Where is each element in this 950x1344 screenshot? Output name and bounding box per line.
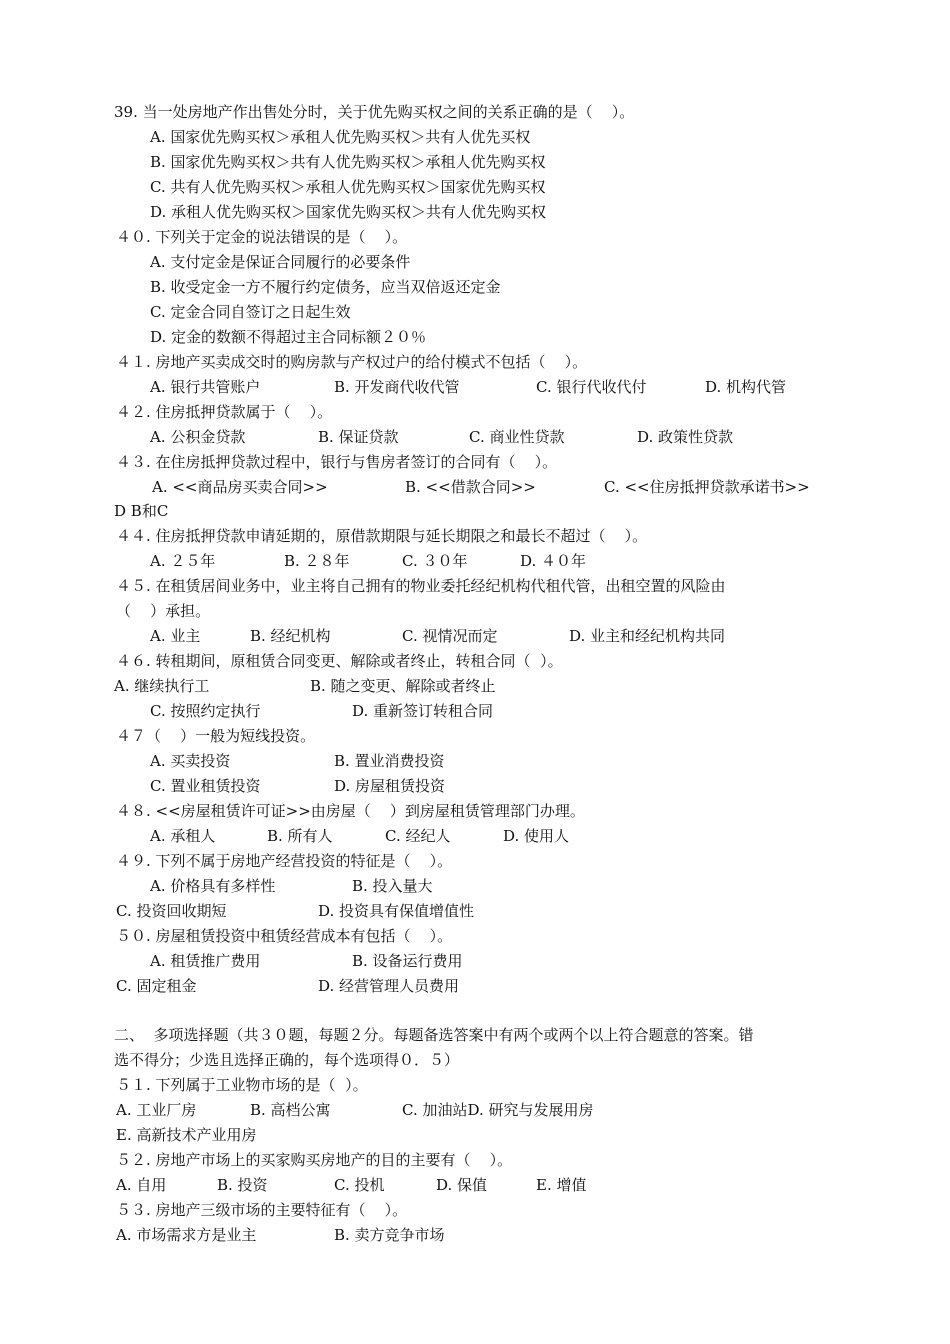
question-49-option-c: C. 投资回收期短 — [116, 902, 227, 920]
question-40-option-a: A. 支付定金是保证合同履行的必要条件 — [150, 253, 411, 271]
question-43-option-c: C. <<住房抵押贷款承诺书>> — [604, 478, 810, 496]
question-40-option-c: C. 定金合同自签订之日起生效 — [150, 303, 351, 321]
question-45-option-c: C. 视情况而定 — [402, 627, 498, 645]
question-41-stem: ４１. 房地产买卖成交时的购房款与产权过户的给付模式不包括（ ）。 — [116, 353, 588, 371]
question-41-option-c: C. 银行代收代付 — [536, 378, 647, 396]
question-47-option-a: A. 买卖投资 — [150, 752, 231, 770]
question-50-stem: ５０. 房屋租赁投资中租赁经营成本有包括（ ）。 — [116, 927, 453, 945]
question-51-option-e: E. 高新技术产业用房 — [116, 1126, 257, 1144]
question-50-option-a: A. 租赁推广费用 — [150, 952, 261, 970]
question-48-option-a: A. 承租人 — [150, 827, 216, 845]
question-43-option-a: A. <<商品房买卖合同>> — [152, 478, 328, 496]
question-53-stem: ５３. 房地产三级市场的主要特征有（ ）。 — [116, 1201, 408, 1219]
question-42-option-d: D. 政策性贷款 — [637, 428, 734, 446]
question-41-option-b: B. 开发商代收代管 — [334, 378, 460, 396]
question-43-stem: ４３. 在住房抵押贷款过程中，银行与售房者签订的合同有（ ）。 — [116, 453, 558, 471]
question-49-option-b: B. 投入量大 — [352, 877, 433, 895]
question-52-option-d: D. 保值 — [436, 1176, 488, 1194]
question-49-stem: ４９. 下列不属于房地产经营投资的特征是（ ）。 — [116, 852, 453, 870]
question-50-option-c: C. 固定租金 — [116, 977, 197, 995]
question-44-option-d: D. ４０年 — [520, 552, 587, 570]
question-51-option-b: B. 高档公寓 — [250, 1101, 331, 1119]
question-46-option-b: B. 随之变更、解除或者终止 — [310, 677, 496, 695]
question-39-option-b: B. 国家优先购买权＞共有人优先购买权＞承租人优先购买权 — [150, 153, 546, 171]
question-44-stem: ４４. 住房抵押贷款申请延期的，原借款期限与延长期限之和最长不超过（ ）。 — [116, 527, 648, 545]
question-42-option-b: B. 保证贷款 — [318, 428, 399, 446]
question-53-option-a: A. 市场需求方是业主 — [116, 1226, 257, 1244]
question-52-option-b: B. 投资 — [217, 1176, 268, 1194]
question-48-option-c: C. 经纪人 — [385, 827, 451, 845]
question-45-option-b: B. 经纪机构 — [250, 627, 331, 645]
question-41-option-a: A. 银行共管账户 — [150, 378, 261, 396]
question-42-stem: ４２. 住房抵押贷款属于（ ）。 — [116, 403, 333, 421]
question-50-option-d: D. 经营管理人员费用 — [318, 977, 460, 995]
section-heading-line1: 二、 多项选择题（共３０题，每题２分。每题备选答案中有两个或两个以上符合题意的答案。错 — [114, 1026, 754, 1044]
question-46-option-c: C. 按照约定执行 — [150, 702, 261, 720]
question-48-stem: ４８. <<房屋租赁许可证>>由房屋（ ）到房屋租赁管理部门办理。 — [116, 802, 585, 820]
question-52-stem: ５２. 房地产市场上的买家购买房地产的目的主要有（ ）。 — [116, 1151, 513, 1169]
question-42-option-a: A. 公积金贷款 — [150, 428, 246, 446]
question-50-option-b: B. 设备运行费用 — [352, 952, 463, 970]
question-47-option-b: B. 置业消费投资 — [334, 752, 445, 770]
question-39-option-d: D. 承租人优先购买权＞国家优先购买权＞共有人优先购买权 — [150, 203, 547, 221]
question-52-option-c: C. 投机 — [334, 1176, 385, 1194]
question-42-option-c: C. 商业性贷款 — [469, 428, 565, 446]
question-45-stem-line1: ４５. 在租赁居间业务中，业主将自己拥有的物业委托经纪机构代租代管，出租空置的风险由 — [116, 577, 726, 595]
question-49-option-d: D. 投资具有保值增值性 — [318, 902, 475, 920]
question-45-option-d: D. 业主和经纪机构共同 — [569, 627, 726, 645]
question-44-option-b: B. ２８年 — [284, 552, 350, 570]
question-46-stem: ４６. 转租期间，原租赁合同变更、解除或者终止，转租合同（ ）。 — [116, 652, 563, 670]
question-45-option-a: A. 业主 — [150, 627, 201, 645]
question-46-option-a: A. 继续执行工 — [114, 677, 210, 695]
question-39-option-c: C. 共有人优先购买权＞承租人优先购买权＞国家优先购买权 — [150, 178, 546, 196]
question-53-option-b: B. 卖方竞争市场 — [334, 1226, 445, 1244]
question-44-option-c: C. ３０年 — [402, 552, 468, 570]
question-41-option-d: D. 机构代管 — [705, 378, 787, 396]
question-46-option-d: D. 重新签订转租合同 — [352, 702, 494, 720]
question-47-option-d: D. 房屋租赁投资 — [334, 777, 446, 795]
question-49-option-a: A. 价格具有多样性 — [150, 877, 276, 895]
question-47-option-c: C. 置业租赁投资 — [150, 777, 261, 795]
question-40-option-d: D. 定金的数额不得超过主合同标额２０％ — [150, 328, 427, 346]
question-40-stem: ４０. 下列关于定金的说法错误的是（ ）。 — [116, 228, 408, 246]
section-heading-line2: 选不得分；少选且选择正确的，每个选项得０．５） — [114, 1051, 460, 1069]
question-43-option-b: B. <<借款合同>> — [405, 478, 536, 496]
question-48-option-b: B. 所有人 — [267, 827, 333, 845]
question-51-option-cd: C. 加油站D. 研究与发展用房 — [402, 1101, 594, 1119]
question-44-option-a: A. ２５年 — [150, 552, 216, 570]
question-45-stem-line2: （ ）承担。 — [116, 602, 211, 620]
question-52-option-a: A. 自用 — [116, 1176, 167, 1194]
question-39-stem: 39. 当一处房地产作出售处分时，关于优先购买权之间的关系正确的是（ ）。 — [114, 103, 635, 121]
question-39-option-a: A. 国家优先购买权＞承租人优先购买权＞共有人优先买权 — [150, 128, 531, 146]
question-40-option-b: B. 收受定金一方不履行约定债务，应当双倍返还定金 — [150, 278, 501, 296]
question-48-option-d: D. 使用人 — [503, 827, 570, 845]
question-51-stem: ５１. 下列属于工业物市场的是（ ）。 — [116, 1076, 368, 1094]
question-43-option-d: D B和C — [114, 502, 169, 520]
question-47-stem: ４７（ ）一般为短线投资。 — [116, 727, 316, 745]
question-51-option-a: A. 工业厂房 — [116, 1101, 197, 1119]
question-52-option-e: E. 增值 — [536, 1176, 587, 1194]
